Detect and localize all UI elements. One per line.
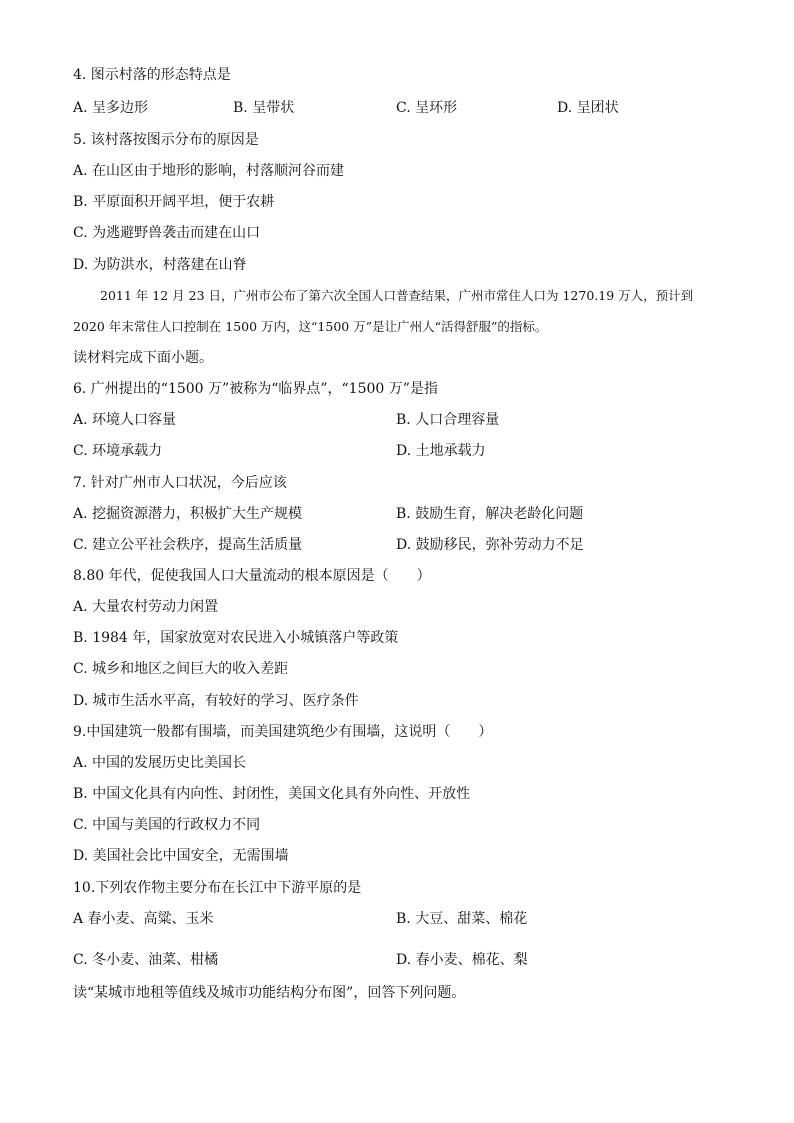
q8-stem: 8.80 年代，促使我国人口大量流动的根本原因是（ ） (73, 568, 431, 584)
q7-option-c: C. 建立公平社会秩序，提高生活质量 (73, 537, 303, 553)
q4-option-b: B. 呈带状 (233, 100, 295, 116)
q4-option-d: D. 呈团状 (557, 100, 619, 116)
q6-option-c: C. 环境承载力 (73, 443, 163, 459)
q5-stem: 5. 该村落按图示分布的原因是 (73, 132, 259, 148)
q8-option-a: A. 大量农村劳动力闲置 (73, 599, 219, 615)
material-line-1: 2011 年 12 月 23 日，广州市公布了第六次全国人口普查结果，广州市常住人口为 1270.19 万人，预计到 (100, 288, 694, 303)
q7-option-b: B. 鼓励生育，解决老龄化问题 (396, 506, 584, 522)
q7-stem: 7. 针对广州市人口状况，今后应该 (73, 475, 287, 491)
q7-option-d: D. 鼓励移民，弥补劳动力不足 (396, 537, 584, 553)
closing-instruction: 读“某城市地租等值线及城市功能结构分布图”，回答下列问题。 (73, 985, 466, 1001)
q5-option-c: C. 为逃避野兽袭击而建在山口 (73, 225, 261, 241)
q7-option-a: A. 挖掘资源潜力，积极扩大生产规模 (73, 506, 303, 522)
q5-option-d: D. 为防洪水，村落建在山脊 (73, 257, 247, 273)
q8-option-c: C. 城乡和地区之间巨大的收入差距 (73, 661, 289, 677)
q9-option-b: B. 中国文化具有内向性、封闭性，美国文化具有外向性、开放性 (73, 786, 471, 802)
q6-option-b: B. 人口合理容量 (396, 412, 500, 428)
q6-option-a: A. 环境人口容量 (73, 412, 177, 428)
q9-stem: 9.中国建筑一般都有围墙，而美国建筑绝少有围墙，这说明（ ） (73, 724, 493, 740)
q6-option-d: D. 土地承载力 (396, 443, 486, 459)
q5-option-b: B. 平原面积开阔平坦，便于农耕 (73, 194, 275, 210)
q10-option-d: D. 春小麦、棉花、梨 (396, 952, 528, 968)
q9-option-a: A. 中国的发展历史比美国长 (73, 755, 247, 771)
material-line-2: 2020 年末常住人口控制在 1500 万内，这“1500 万”是让广州人“活得舒服”的指标。 (73, 319, 548, 334)
q5-option-a: A. 在山区由于地形的影响，村落顺河谷而建 (73, 163, 345, 179)
material-instruction: 读材料完成下面小题。 (73, 350, 213, 366)
q10-option-b: B. 大豆、甜菜、棉花 (396, 911, 528, 927)
q10-stem: 10.下列农作物主要分布在长江中下游平原的是 (73, 880, 362, 896)
q9-option-d: D. 美国社会比中国安全，无需围墙 (73, 848, 289, 864)
q9-option-c: C. 中国与美国的行政权力不同 (73, 817, 261, 833)
q4-option-c: C. 呈环形 (396, 100, 458, 116)
q8-option-d: D. 城市生活水平高，有较好的学习、医疗条件 (73, 693, 359, 709)
q6-stem: 6. 广州提出的“1500 万”被称为“临界点”，“1500 万”是指 (73, 381, 438, 397)
q10-option-c: C. 冬小麦、油菜、柑橘 (73, 952, 219, 968)
q8-option-b: B. 1984 年，国家放宽对农民进入小城镇落户等政策 (73, 630, 399, 646)
q4-stem: 4. 图示村落的形态特点是 (73, 67, 231, 83)
q10-option-a: A 春小麦、高粱、玉米 (73, 911, 214, 927)
q4-option-a: A. 呈多边形 (73, 100, 149, 116)
